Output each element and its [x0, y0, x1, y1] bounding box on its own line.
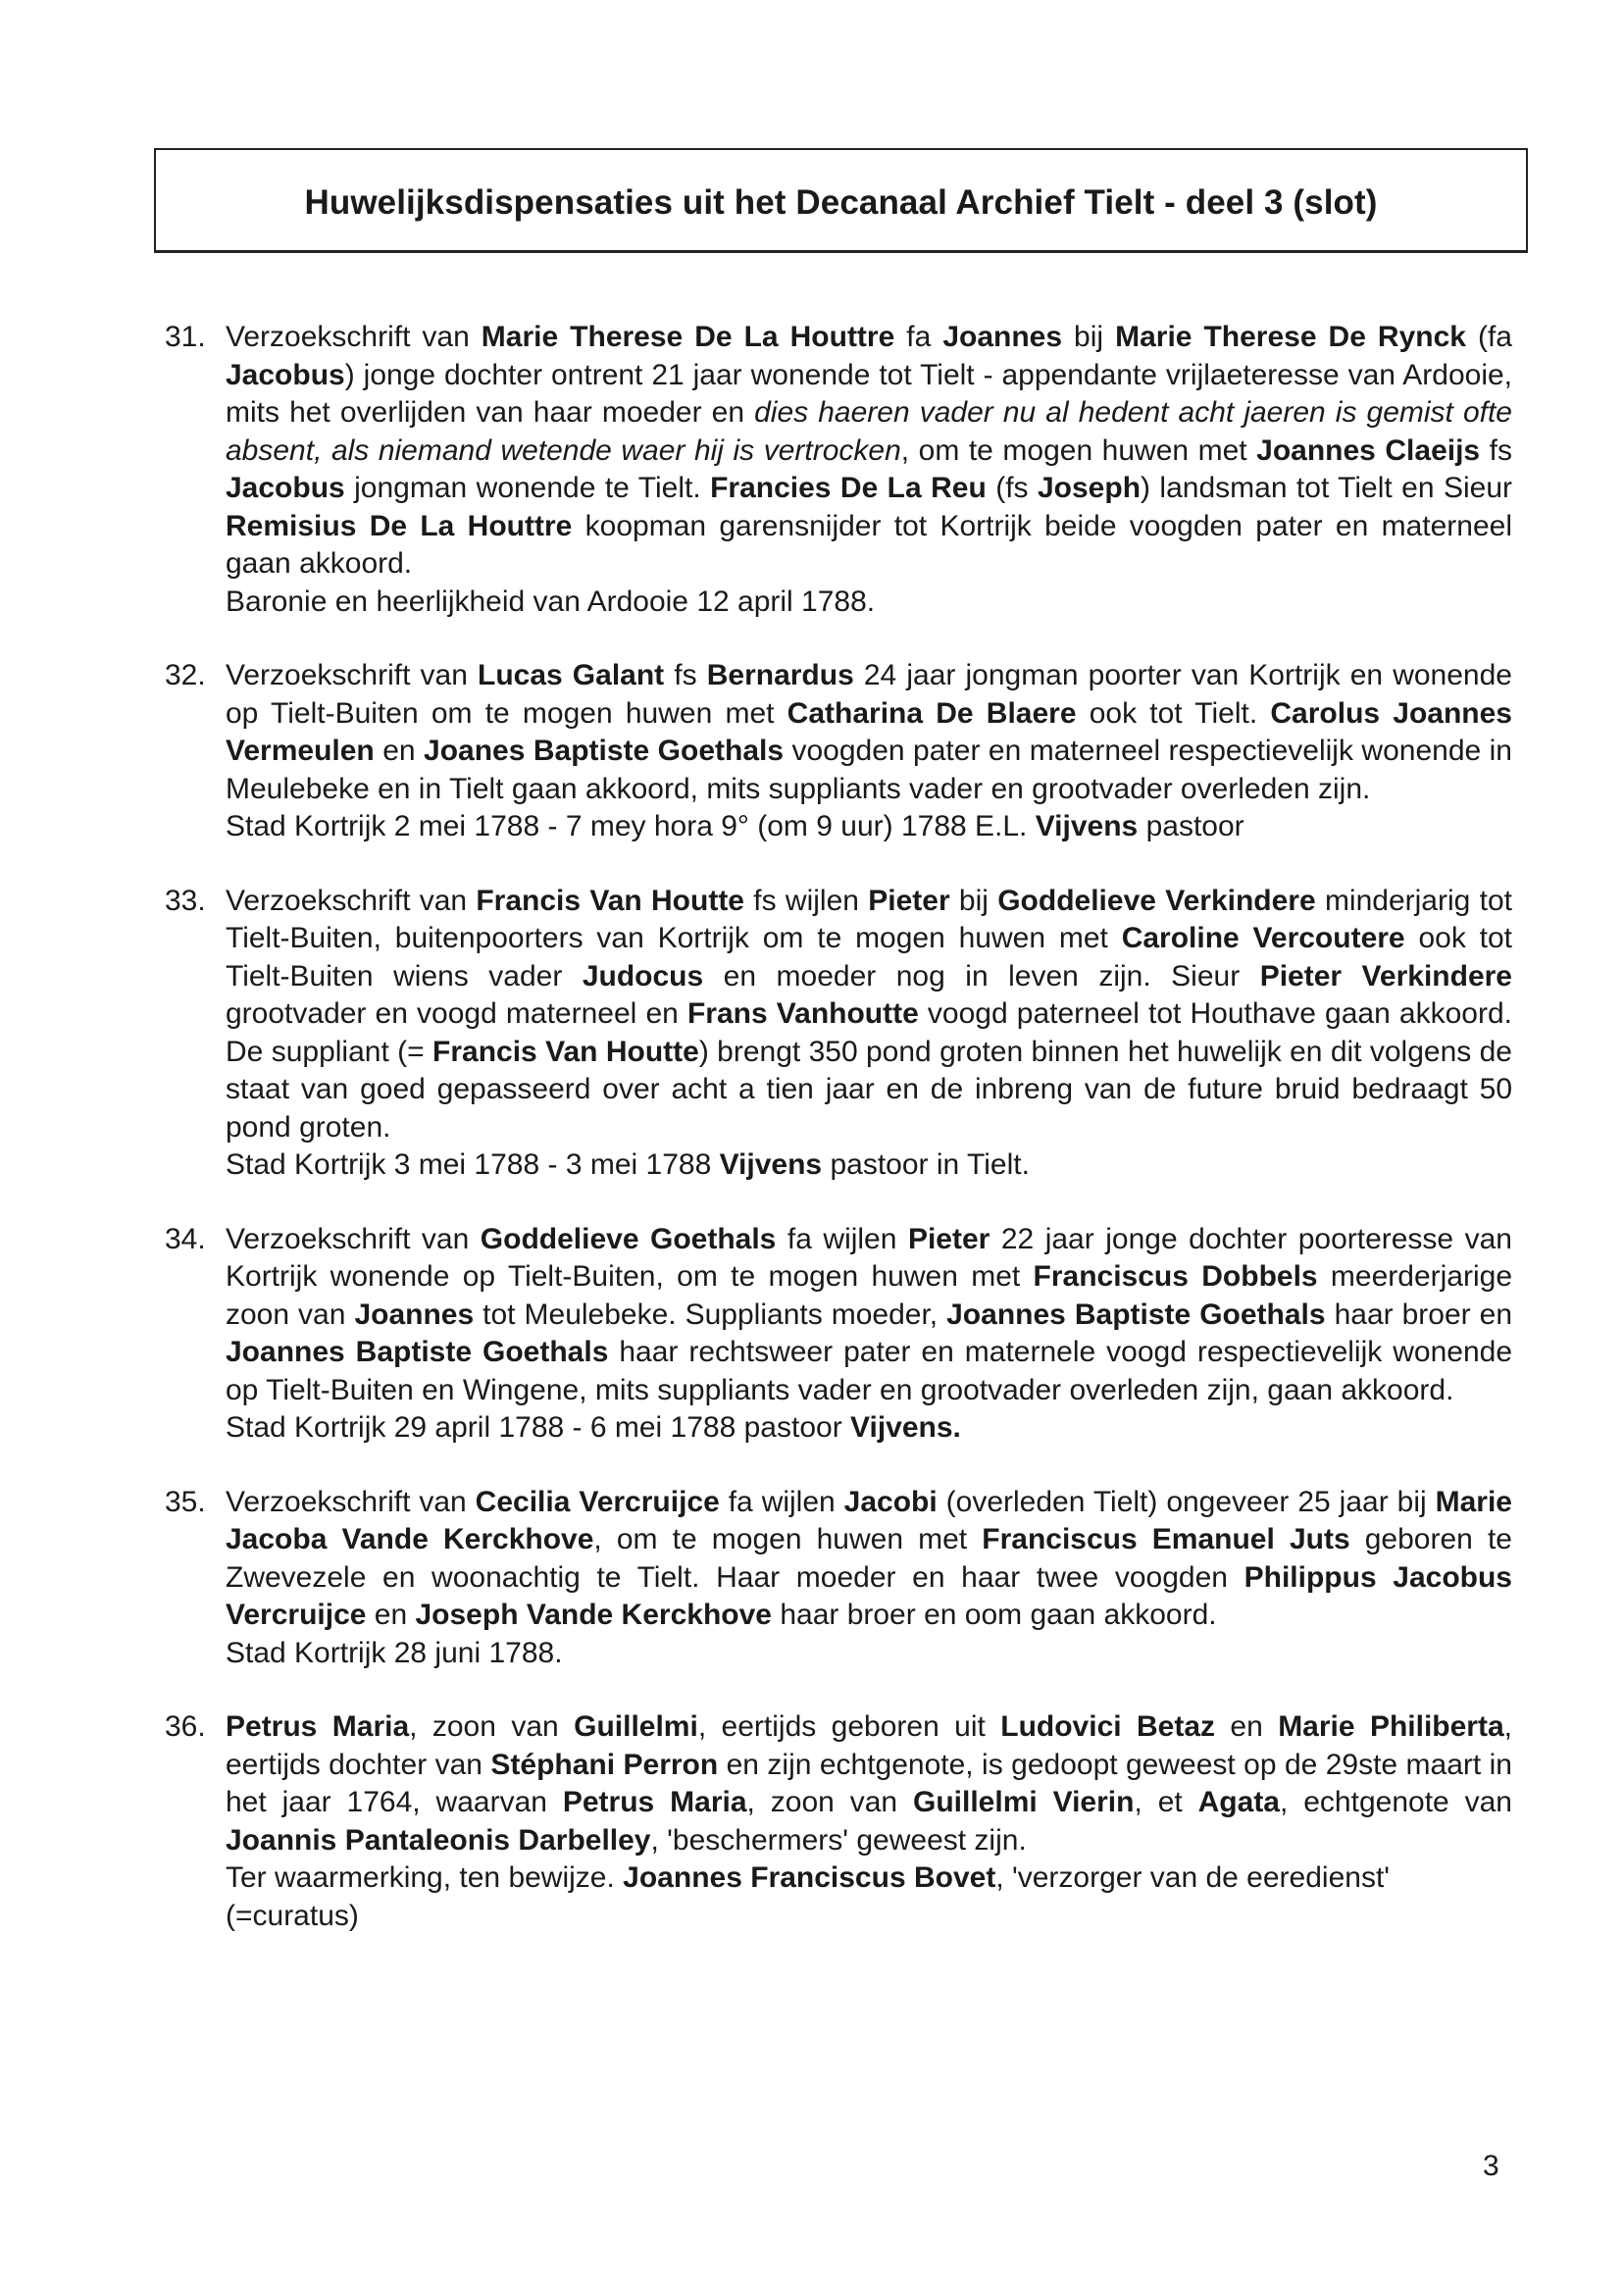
- text-run: , zoon van: [746, 1786, 914, 1818]
- text-run: ook tot Tielt-Buiten wiens vader: [226, 922, 1512, 993]
- name-run: Franciscus Dobbels: [1033, 1260, 1318, 1293]
- name-run: Joannes Baptiste Goethals: [946, 1298, 1326, 1331]
- text-run: , eertijds geboren uit: [697, 1710, 1001, 1743]
- text-run: Ter waarmerking, ten bewijze.: [226, 1861, 624, 1894]
- text-run: bij: [1062, 321, 1116, 353]
- text-run: ) jonge dochter ontrent 21 jaar wonende tot Tielt - appendante vrijlaeteresse van Ardooie, mits het overlijden van haar moeder en: [226, 358, 1512, 429]
- name-run: Stéphani Perron: [490, 1748, 719, 1781]
- text-run: , et: [1134, 1786, 1198, 1818]
- name-run: Joannes Franciscus Bovet: [623, 1861, 996, 1894]
- text-run: (overleden Tielt) ongeveer 25 jaar bij: [937, 1485, 1436, 1518]
- dispensation-list: [165, 319, 1512, 1971]
- text-run: Verzoekschrift van: [226, 321, 482, 353]
- name-run: Joannes: [354, 1298, 475, 1331]
- entry-number: 34.: [165, 1222, 206, 1255]
- text-run: en: [366, 1599, 416, 1631]
- text-run: en moeder nog in leven zijn. Sieur: [703, 959, 1260, 993]
- text-run: Baronie en heerlijkheid van Ardooie 12 april 1788.: [226, 585, 876, 618]
- name-run: Joseph: [1037, 472, 1142, 504]
- text-run: haar rechtsweer pater en maternele voogd respectievelijk wonende op Tielt-Buiten en Wingene, mits suppliants vader en grootvader overleden zijn, gaan akkoord.: [226, 1336, 1513, 1406]
- name-run: Carolus Joannes Vermeulen: [226, 696, 1512, 767]
- name-run: Joannis Pantaleonis Darbelley: [226, 1823, 651, 1857]
- text-run: Verzoekschrift van: [226, 659, 478, 691]
- text-run: fs: [664, 659, 707, 691]
- name-run: Agata: [1197, 1786, 1280, 1818]
- name-run: Jacobus: [226, 472, 345, 504]
- text-run: ook tot Tielt.: [1076, 696, 1271, 730]
- name-run: Marie Philiberta: [1278, 1710, 1504, 1743]
- text-run: ) landsman tot Tielt en Sieur: [1141, 472, 1512, 504]
- list-item: [165, 883, 1512, 1185]
- text-run: fa wijlen: [776, 1222, 908, 1255]
- text-run: Verzoekschrift van: [226, 1485, 476, 1518]
- text-run: fs wijlen: [744, 884, 869, 917]
- entry-text: [226, 1221, 1512, 1410]
- name-run: Joannes: [942, 321, 1063, 353]
- page-title: Huwelijksdispensaties uit het Decanaal Archief Tielt - deel 3 (slot): [304, 183, 1378, 222]
- name-run: Vijvens.: [850, 1411, 961, 1444]
- name-run: Guillelmi Vierin: [913, 1786, 1135, 1818]
- name-run: Lucas Galant: [478, 659, 665, 691]
- name-run: Jacobus: [226, 358, 345, 391]
- text-run: minderjarig tot Tielt-Buiten, buitenpoorters van Kortrijk om te mogen huwen met: [226, 884, 1512, 954]
- name-run: Goddelieve Verkindere: [997, 884, 1316, 917]
- text-run: , echtgenote van: [1280, 1786, 1512, 1818]
- list-item: [165, 657, 1512, 846]
- text-run: , eertijds dochter van: [226, 1710, 1512, 1781]
- text-run: en: [1215, 1710, 1279, 1743]
- name-run: Vijvens: [719, 1148, 823, 1181]
- name-run: Marie Jacoba Vande Kerckhove: [226, 1485, 1512, 1555]
- entry-text: [226, 883, 1512, 1147]
- name-run: Pieter Verkindere: [1259, 959, 1512, 993]
- list-item: [165, 1708, 1512, 1935]
- name-run: Marie Therese De La Houttre: [481, 321, 895, 353]
- entry-text: [226, 1708, 1512, 1859]
- name-run: Judocus: [582, 959, 704, 993]
- name-run: Francies De La Reu: [710, 472, 987, 504]
- text-run: Verzoekschrift van: [226, 1222, 481, 1255]
- name-run: Pieter: [907, 1222, 990, 1255]
- text-run: fa wijlen: [719, 1485, 844, 1518]
- name-run: Caroline Vercoutere: [1121, 922, 1405, 954]
- entry-source: [226, 1859, 1512, 1935]
- name-run: Francis Van Houtte: [432, 1035, 699, 1068]
- entry-text: [226, 657, 1512, 808]
- text-run: bij: [949, 884, 998, 917]
- entry-source: [226, 1635, 1512, 1673]
- text-run: , 'beschermers' geweest zijn.: [650, 1823, 1027, 1857]
- name-run: Remisius De La Houttre: [226, 509, 573, 542]
- entry-source: [226, 1409, 1512, 1448]
- name-run: Bernardus: [706, 659, 854, 691]
- text-run: (fs: [986, 472, 1038, 504]
- text-run: haar broer en oom gaan akkoord.: [771, 1599, 1217, 1631]
- name-run: Joannes Claeijs: [1256, 433, 1481, 467]
- entry-source: [226, 584, 1512, 622]
- entry-number: 32.: [165, 659, 206, 691]
- text-run: (fa: [1465, 321, 1512, 353]
- list-item: [165, 319, 1512, 621]
- name-run: Pieter: [868, 884, 950, 917]
- text-run: haar broer en: [1325, 1298, 1513, 1331]
- name-run: Cecilia Vercruijce: [475, 1485, 720, 1518]
- text-run: geboren te Zwevezele en woonachtig te Tielt. Haar moeder en haar twee voogden: [226, 1523, 1512, 1594]
- text-run: Stad Kortrijk 2 mei 1788 - 7 mey hora 9° (om 9 uur) 1788 E.L.: [226, 810, 1036, 842]
- text-run: 22 jaar jonge dochter poorteresse van Kortrijk wonende op Tielt-Buiten, om te mogen huwen met: [226, 1222, 1512, 1293]
- text-run: voogd paterneel tot Houthave gaan akkoord. De suppliant (=: [226, 997, 1512, 1068]
- name-run: Joseph Vande Kerckhove: [415, 1599, 772, 1631]
- entry-number: 31.: [165, 321, 206, 353]
- list-item: [165, 1484, 1512, 1673]
- page-number: 3: [1483, 2150, 1499, 2182]
- entry-text: [226, 1484, 1512, 1635]
- text-run: fs: [1480, 433, 1512, 467]
- entry-source: [226, 1146, 1512, 1185]
- entry-number: 33.: [165, 884, 206, 917]
- text-run: , zoon van: [409, 1710, 575, 1743]
- quote-run: dies haeren vader nu al hedent acht jaeren is gemist ofte absent, als niemand wetende waer hij is vertrocken: [226, 396, 1512, 467]
- text-run: en: [374, 735, 425, 767]
- text-run: pastoor in Tielt.: [822, 1148, 1030, 1181]
- name-run: Franciscus Emanuel Juts: [982, 1523, 1350, 1555]
- name-run: Frans Vanhoutte: [686, 997, 919, 1030]
- text-run: Stad Kortrijk 29 april 1788 - 6 mei 1788 pastoor: [226, 1411, 851, 1444]
- name-run: Joanes Baptiste Goethals: [424, 735, 785, 767]
- text-run: 24 jaar jongman poorter van Kortrijk en wonende op Tielt-Buiten om te mogen huwen met: [226, 659, 1512, 730]
- name-run: Philippus Jacobus Vercruijce: [226, 1560, 1512, 1631]
- text-run: fa: [894, 321, 943, 353]
- text-run: Stad Kortrijk 28 juni 1788.: [226, 1636, 563, 1669]
- text-run: Stad Kortrijk 3 mei 1788 - 3 mei 1788: [226, 1148, 720, 1181]
- entry-source: [226, 808, 1512, 846]
- text-run: pastoor: [1138, 810, 1244, 842]
- name-run: Petrus Maria: [562, 1786, 747, 1818]
- title-box: [154, 148, 1528, 253]
- text-run: , om te mogen huwen met: [900, 433, 1257, 467]
- text-run: Verzoekschrift van: [226, 884, 477, 917]
- entry-number: 35.: [165, 1485, 206, 1518]
- name-run: Ludovici Betaz: [1000, 1710, 1216, 1743]
- text-run: ) brengt 350 pond groten binnen het huwelijk en dit volgens de staat van goed gepasseerd over acht a tien jaar en de inbreng van de future bruid bedraagt 50 pond groten.: [226, 1035, 1512, 1144]
- name-run: Vijvens: [1035, 810, 1139, 842]
- text-run: , 'verzorger van de eeredienst' (=curatus): [226, 1861, 1391, 1932]
- text-run: , om te mogen huwen met: [593, 1523, 983, 1555]
- name-run: Guillelmi: [574, 1710, 698, 1743]
- name-run: Catharina De Blaere: [787, 696, 1077, 730]
- name-run: Marie Therese De Rynck: [1115, 321, 1466, 353]
- text-run: meerderjarige zoon van: [226, 1260, 1513, 1331]
- name-run: Jacobi: [843, 1485, 938, 1518]
- name-run: Francis Van Houtte: [476, 884, 744, 917]
- entry-text: [226, 319, 1512, 584]
- text-run: jongman wonende te Tielt.: [344, 472, 711, 504]
- text-run: voogden pater en materneel respectievelijk wonende in Meulebeke en in Tielt gaan akkoord, mits suppliants vader en grootvader overleden zijn.: [226, 735, 1512, 805]
- entry-number: 36.: [165, 1710, 206, 1743]
- text-run: tot Meulebeke. Suppliants moeder,: [474, 1298, 947, 1331]
- list-item: [165, 1221, 1512, 1448]
- text-run: grootvader en voogd materneel en: [226, 997, 687, 1030]
- name-run: Goddelieve Goethals: [480, 1222, 777, 1255]
- name-run: Petrus Maria: [226, 1710, 410, 1743]
- text-run: en zijn echtgenote, is gedoopt geweest op de 29ste maart in het jaar 1764, waarvan: [226, 1748, 1512, 1818]
- name-run: Joannes Baptiste Goethals: [226, 1336, 609, 1368]
- text-run: koopman garensnijder tot Kortrijk beide voogden pater en materneel gaan akkoord.: [226, 509, 1512, 580]
